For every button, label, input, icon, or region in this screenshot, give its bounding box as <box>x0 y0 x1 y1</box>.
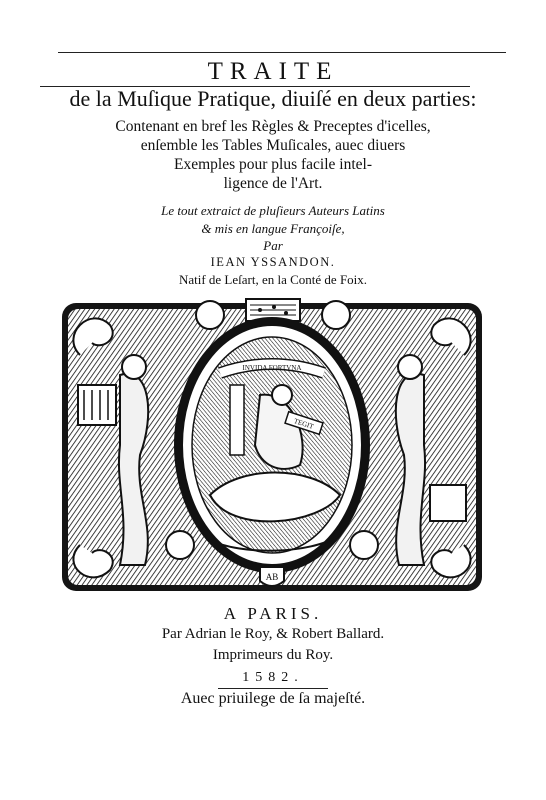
book-subtitle: de la Muſique Pratique, diuiſé en deux parties: <box>69 86 477 111</box>
par-label: Par <box>263 238 283 253</box>
description-line: Exemples pour plus facile intel- <box>174 156 372 173</box>
device-monogram: AB <box>265 572 279 582</box>
description-line: ligence de l'Art. <box>223 175 323 192</box>
device-motto: TEGIT <box>292 417 315 431</box>
year-underline <box>218 688 328 689</box>
top-rule <box>58 52 506 53</box>
compilation-note: & mis en langue Françoiſe, <box>201 221 345 236</box>
imprint-role: Imprimeurs du Roy. <box>212 647 334 663</box>
description-line: enſemble les Tables Muſicales, auec diuers <box>140 137 406 154</box>
author-origin: Natif de Leſart, en la Conté de Foix. <box>178 272 368 287</box>
imprint-publishers: Par Adrian le Roy, & Robert Ballard. <box>161 626 385 642</box>
imprint-privilege: Auec priuilege de ſa majeſté. <box>180 690 366 707</box>
device-banner: INVIDA FORTVNA <box>242 364 302 372</box>
book-title: TRAITE <box>207 58 339 85</box>
imprint-place: A PARIS. <box>223 604 323 623</box>
compilation-note: Le tout extraict de pluſieurs Auteurs Latins <box>161 203 385 218</box>
description-line: Contenant en bref les Règles & Preceptes d'icelles, <box>115 118 431 135</box>
imprint-year: 1582. <box>242 670 304 685</box>
printers-device-engraving <box>60 295 484 595</box>
author-name: IEAN YSSANDON. <box>210 255 336 269</box>
